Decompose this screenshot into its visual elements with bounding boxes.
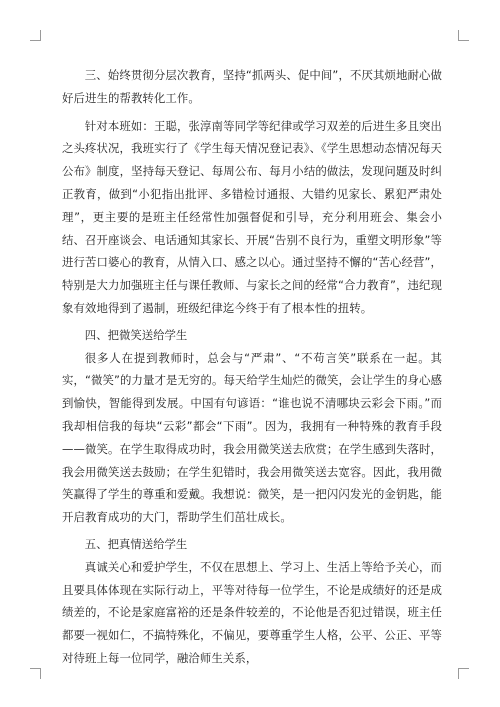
heading-section-4: 四、把微笑送给学生 <box>84 327 188 342</box>
paragraph-section-4: 很多人在提到教师时，总会与“严肃”、“不苟言笑”联系在一起。其实，“微笑”的力量才是无穷的。每天给学生灿烂的微笑，会让学生的身心感到愉快，智能得到发展。中国有句谚语：“谁也说不清哪块云彩会下雨。”而我却相信我的每块“云彩”都会“下雨”。因为，我拥有一种特殊的教育手段——微笑。在学生取得成功时，我会用微笑送去欣赏；在学生感到失落时，我会用微笑送去鼓励；在学生犯错时，我会用微笑送去宽容。因此，我用微笑赢得了学生的尊重和爱戴。我想说：微笑，是一把闪闪发光的金钥匙，能开启教育成功的大门，帮助学生们茁壮成长。 <box>62 350 442 525</box>
corner-mark-bottom-left <box>30 668 41 679</box>
corner-mark-bottom-right <box>458 668 469 679</box>
document-body <box>62 64 442 670</box>
heading-section-5: 五、把真情送给学生 <box>84 536 188 551</box>
paragraph-section-3-detail: 针对本班如：王聪，张淳南等同学等纪律或学习双差的后进生多且突出之头疼状况，我班实行了《学生每天情况登记表》、《学生思想动态情况每天公布》制度，坚持每天登记、每周公布、每月小结的做法，发现问题及时纠正教育，做到“小犯指出批评、多错检讨通报、大错约见家长、累犯严肃处理”，更主要的是班主任经常性加强督促和引导，充分利用班会、集会小结、召开座谈会、电话通知其家长、开展“告别不良行为，重塑文明形象”等进行苦口婆心的教育，从情入口、感之以心。通过坚持不懈的“苦心经营”，特别是大力加强班主任与课任教师、与家长之间的经常“合力教育”，违纪现象有效地得到了遏制，班级纪律迄今终于有了根本性的扭转。 <box>62 118 442 315</box>
corner-mark-top-left <box>30 30 41 41</box>
paragraph-section-5: 真诚关心和爱护学生，不仅在思想上、学习上、生活上等给予关心，而且要具体体现在实际行动上，平等对待每一位学生，不论是成绩好的还是成绩差的，不论是家庭富裕的还是条件较差的，不论他是否犯过错误，班主任都要一视如仁，不搞特殊化，不偏见，要尊重学生人格，公平、公正、平等对待班上每一位同学，融洽师生关系， <box>62 559 442 665</box>
paragraph-section-3-lead: 三、始终贯彻分层次教育，坚持“抓两头、促中间”，不厌其烦地耐心做好后进生的帮教转化工作。 <box>62 68 442 105</box>
corner-mark-top-right <box>458 30 469 41</box>
